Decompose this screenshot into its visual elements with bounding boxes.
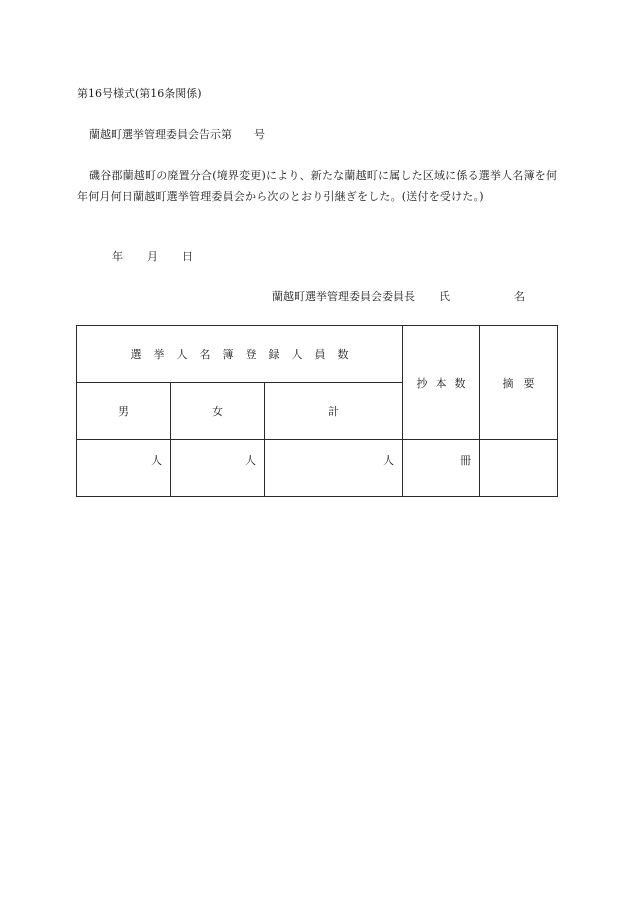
form-number: 第16号様式(第16条関係) (77, 87, 202, 100)
cell-copies-count[interactable]: 冊 (403, 440, 480, 497)
notice-title: 蘭越町選挙管理委員会告示第 (89, 128, 232, 141)
date-year: 年 (112, 250, 123, 263)
subheader-female: 女 (171, 383, 265, 440)
notice-body: 磯谷郡蘭越町の廃置分合(境界変更)により、新たな蘭越町に属した区域に係る選挙人名簿を何年何月何日蘭越町選挙管理委員会から次のとおり引継ぎをした。(送付を受けた。) (77, 169, 558, 203)
signer-name-1: 氏 (439, 290, 450, 303)
date-line (112, 248, 193, 264)
signer-line (272, 288, 525, 304)
cell-total-count[interactable]: 人 (265, 440, 403, 497)
date-day: 日 (182, 250, 193, 263)
signer-title: 蘭越町選挙管理委員会委員長 (272, 290, 415, 303)
header-copies: 抄本数 (403, 326, 480, 440)
cell-male-count[interactable]: 人 (77, 440, 171, 497)
signer-name-2: 名 (514, 290, 525, 303)
notice-number-line (89, 126, 265, 142)
cell-remarks[interactable] (480, 440, 558, 497)
date-month: 月 (147, 250, 158, 263)
header-remarks: 摘要 (480, 326, 558, 440)
notice-suffix: 号 (254, 128, 265, 141)
header-registered-count: 選挙人名簿登録人員数 (77, 326, 403, 383)
registry-table (76, 325, 558, 497)
subheader-male: 男 (77, 383, 171, 440)
subheader-total: 計 (265, 383, 403, 440)
cell-female-count[interactable]: 人 (171, 440, 265, 497)
